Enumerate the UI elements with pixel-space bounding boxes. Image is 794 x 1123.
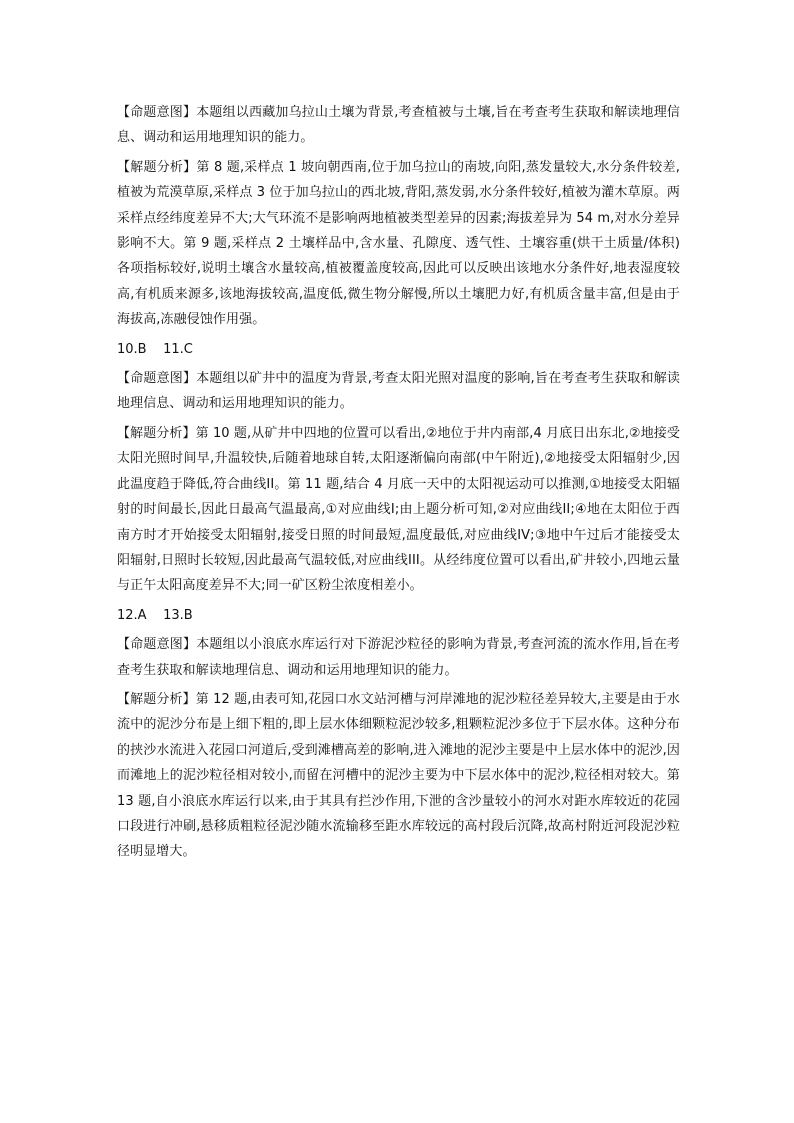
answer-explanation-body <box>117 100 680 869</box>
analysis-paragraph-10-11: 【解题分析】第 10 题,从矿井中四地的位置可以看出,②地位于井内南部,4 月底日出东北,②地接受太阳光照时间早,升温较快,后随着地球自转,太阳逐渐偏向南部(中午附近),②地接受太阳辐射少,因此温度趋于降低,符合曲线II。第 11 题,结合 4 月底一天中的太阳视运动可以推测,①地接受太阳辐射的时间最长,因此日最高气温最高,①对应曲线I;由上题分析可知,②对应曲线II;④地在太阳位于西南方时才开始接受太阳辐射,接受日照的时间最短,温度最低,对应曲线IV;③地中午过后才能接受太阳辐射,日照时长较短,因此最高气温较低,对应曲线III。从经纬度位置可以看出,矿井较小,四地云量与正午太阳高度差异不大;同一矿区粉尘浓度相差小。 <box>117 425 680 594</box>
analysis-paragraph-12-13: 【解题分析】第 12 题,由表可知,花园口水文站河槽与河岸滩地的泥沙粒径差异较大,主要是由于水流中的泥沙分布是上细下粗的,即上层水体细颗粒泥沙较多,粗颗粒泥沙多位于下层水体。这种分布的挟沙水流进入花园口河道后,受到滩槽高差的影响,进入滩地的泥沙主要是中上层水体中的泥沙,因而滩地上的泥沙粒径相对较小,而留在河槽中的泥沙主要为中下层水体中的泥沙,粒径相对较大。第 13 题,自小浪底水库运行以来,由于其具有拦沙作用,下泄的含沙量较小的河水对距水库较近的花园口段进行冲刷,悬移质粗粒径泥沙随水流输移至距水库较远的高村段后沉降,故高村附近河段泥沙粒径明显增大。 <box>117 691 680 860</box>
answer-line-10-11: 10.B 11.C <box>117 341 193 357</box>
intent-paragraph-12-13: 【命题意图】本题组以小浪底水库运行对下游泥沙粒径的影响为背景,考查河流的流水作用,旨在考查考生获取和解读地理信息、调动和运用地理知识的能力。 <box>117 637 680 678</box>
intent-paragraph-8-9: 【命题意图】本题组以西藏加乌拉山土壤为背景,考查植被与土壤,旨在考查考生获取和解读地理信息、调动和运用地理知识的能力。 <box>117 105 680 146</box>
analysis-paragraph-8-9: 【解题分析】第 8 题,采样点 1 坡向朝西南,位于加乌拉山的南坡,向阳,蒸发量较大,水分条件较差,植被为荒漠草原,采样点 3 位于加乌拉山的西北坡,背阳,蒸发弱,水分条件较好,植被为灌木草原。两采样点经纬度差异不大;大气环流不是影响两地植被类型差异的因素;海拔差异为 54 m,对水分差异影响不大。第 9 题,采样点 2 土壤样品中,含水量、孔隙度、透气性、土壤容重(烘干土质量/体积)各项指标较好,说明土壤含水量较高,植被覆盖度较高,因此可以反映出该地水分条件好,地表湿度较高,有机质来源多,该地海拔较高,温度低,微生物分解慢,所以土壤肥力好,有机质含量丰富,但是由于海拔高,冻融侵蚀作用强。 <box>117 159 680 328</box>
intent-paragraph-10-11: 【命题意图】本题组以矿井中的温度为背景,考查太阳光照对温度的影响,旨在考查考生获取和解读地理信息、调动和运用地理知识的能力。 <box>117 371 680 412</box>
answer-line-12-13: 12.A 13.B <box>117 607 193 623</box>
